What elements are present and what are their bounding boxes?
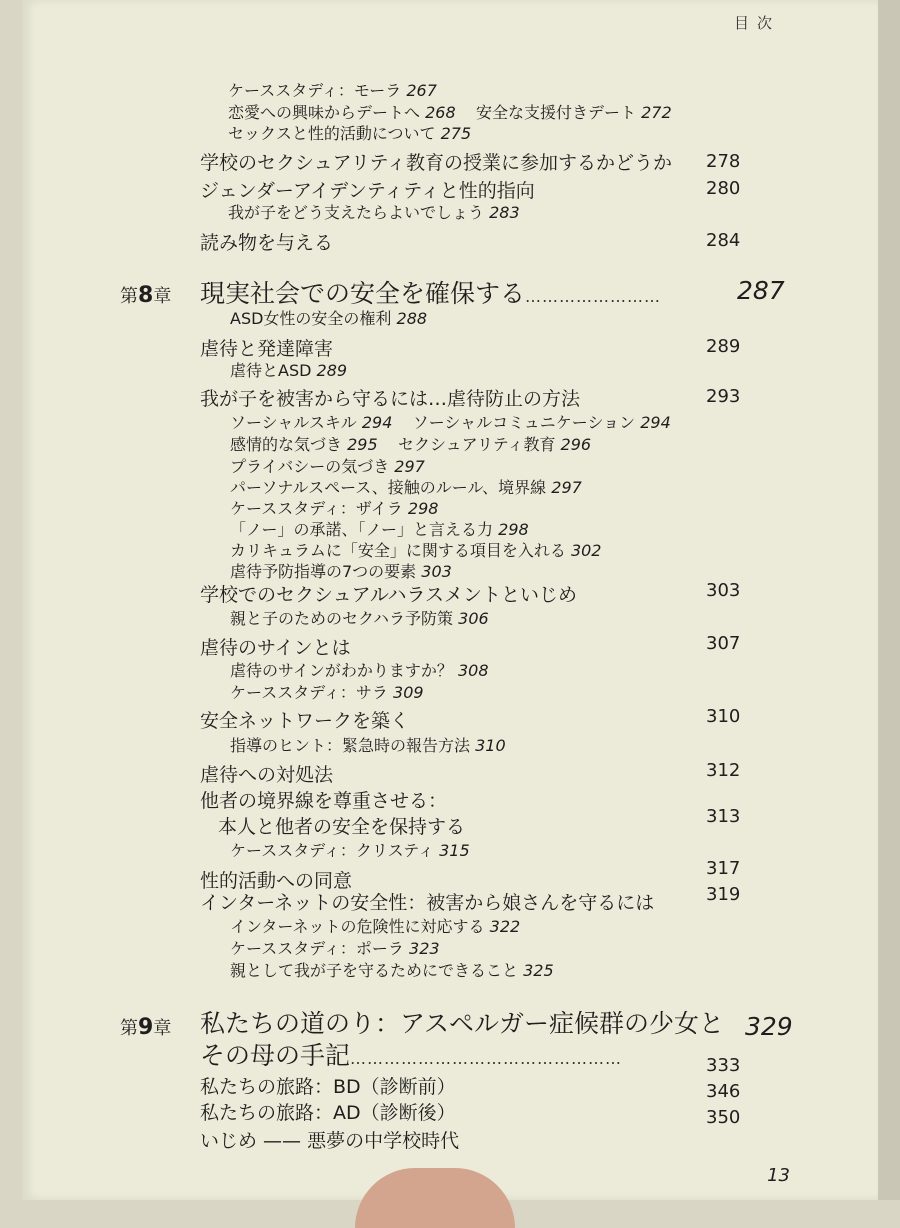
toc-page-number: 310 xyxy=(706,706,741,727)
toc-subentry: 恋愛への興味からデートへ 268 安全な支援付きデート 272 xyxy=(228,103,672,122)
toc-subentry: ケーススタディ：クリスティ 315 xyxy=(230,841,470,860)
toc-page-number: 303 xyxy=(706,580,741,601)
toc-page-number: 280 xyxy=(706,178,741,199)
toc-subentry: 親として我が子を守るためにできること 325 xyxy=(230,961,554,980)
toc-page-number: 346 xyxy=(706,1081,741,1102)
toc-subentry: ASD女性の安全の権利 288 xyxy=(230,309,428,328)
toc-subentry: プライバシーの気づき 297 xyxy=(230,457,425,476)
toc-page-number: 333 xyxy=(706,1055,741,1076)
page-number: 13 xyxy=(767,1165,790,1186)
toc-subentry: 虐待のサインがわかりますか？ 308 xyxy=(230,661,489,680)
running-header: 目次 xyxy=(733,14,780,32)
toc-section: 虐待への対処法 xyxy=(200,764,334,786)
toc-subentry: 虐待とASD 289 xyxy=(230,361,348,380)
toc-section: 私たちの旅路：AD（診断後） xyxy=(200,1102,456,1124)
toc-page-number: 319 xyxy=(706,884,741,905)
toc-page-number: 307 xyxy=(706,633,741,654)
toc-subentry: ケーススタディ：ザイラ 298 xyxy=(230,499,439,518)
toc-page-number: 350 xyxy=(706,1107,741,1128)
chapter-page-number: 329 xyxy=(745,1012,793,1041)
chapter-title: 私たちの道のり：アスペルガー症候群の少女と xyxy=(200,1009,725,1038)
toc-section: 虐待と発達障害 xyxy=(200,338,334,360)
toc-subentry: ケーススタディ：モーラ 267 xyxy=(228,81,437,100)
toc-section: 安全ネットワークを築く xyxy=(200,710,410,732)
toc-section: インターネットの安全性：被害から娘さんを守るには xyxy=(200,892,655,914)
toc-section-continued: 本人と他者の安全を保持する xyxy=(218,816,466,838)
next-page-edge xyxy=(878,0,900,1200)
toc-section: 学校のセクシュアリティ教育の授業に参加するかどうか xyxy=(200,152,672,174)
toc-subentry: ソーシャルスキル 294 ソーシャルコミュニケーション 294 xyxy=(230,413,671,432)
chapter-label: 第8章 xyxy=(120,283,172,308)
toc-page-number: 312 xyxy=(706,760,741,781)
toc-subentry: 感情的な気づき 295 セクシュアリティ教育 296 xyxy=(230,435,592,454)
toc-page-number: 317 xyxy=(706,858,741,879)
toc-page-number: 289 xyxy=(706,336,741,357)
chapter-title-continued: その母の手記………………………………………… xyxy=(200,1041,623,1070)
toc-page-number: 293 xyxy=(706,386,741,407)
toc-subentry: 我が子をどう支えたらよいでしょう 283 xyxy=(228,203,520,222)
toc-subentry: パーソナルスペース、接触のルール、境界線 297 xyxy=(230,478,582,497)
toc-subentry: インターネットの危険性に対応する 322 xyxy=(230,917,521,936)
toc-section: 我が子を被害から守るには…虐待防止の方法 xyxy=(200,388,581,410)
toc-subentry: セックスと性的活動について 275 xyxy=(228,124,472,143)
toc-page-number: 313 xyxy=(706,806,741,827)
toc-section: 私たちの旅路：BD（診断前） xyxy=(200,1076,456,1098)
toc-section: 虐待のサインとは xyxy=(200,637,351,659)
toc-subentry: 指導のヒント：緊急時の報告方法 310 xyxy=(230,736,506,755)
chapter-page-number: 287 xyxy=(737,276,785,305)
toc-section: ジェンダーアイデンティティと性的指向 xyxy=(200,180,535,202)
toc-section: 他者の境界線を尊重させる： xyxy=(200,790,448,812)
toc-subentry: 虐待予防指導の7つの要素 303 xyxy=(230,562,452,581)
toc-subentry: ケーススタディ：ポーラ 323 xyxy=(230,939,440,958)
chapter-title: 現実社会での安全を確保する…………………… xyxy=(200,279,662,308)
toc-section: 読み物を与える xyxy=(200,232,334,254)
toc-section: 性的活動への同意 xyxy=(200,870,353,892)
toc-section: いじめ —— 悪夢の中学校時代 xyxy=(200,1130,460,1152)
toc-subentry: 親と子のためのセクハラ予防策 306 xyxy=(230,609,489,628)
toc-page-number: 278 xyxy=(706,151,741,172)
toc-section: 学校でのセクシュアルハラスメントといじめ xyxy=(200,584,577,606)
toc-subentry: 「ノー」の承諾、「ノー」と言える力 298 xyxy=(230,520,529,539)
toc-subentry: ケーススタディ：サラ 309 xyxy=(230,683,424,702)
toc-page-number: 284 xyxy=(706,230,741,251)
chapter-label: 第9章 xyxy=(120,1015,172,1040)
toc-subentry: カリキュラムに「安全」に関する項目を入れる 302 xyxy=(230,541,602,560)
